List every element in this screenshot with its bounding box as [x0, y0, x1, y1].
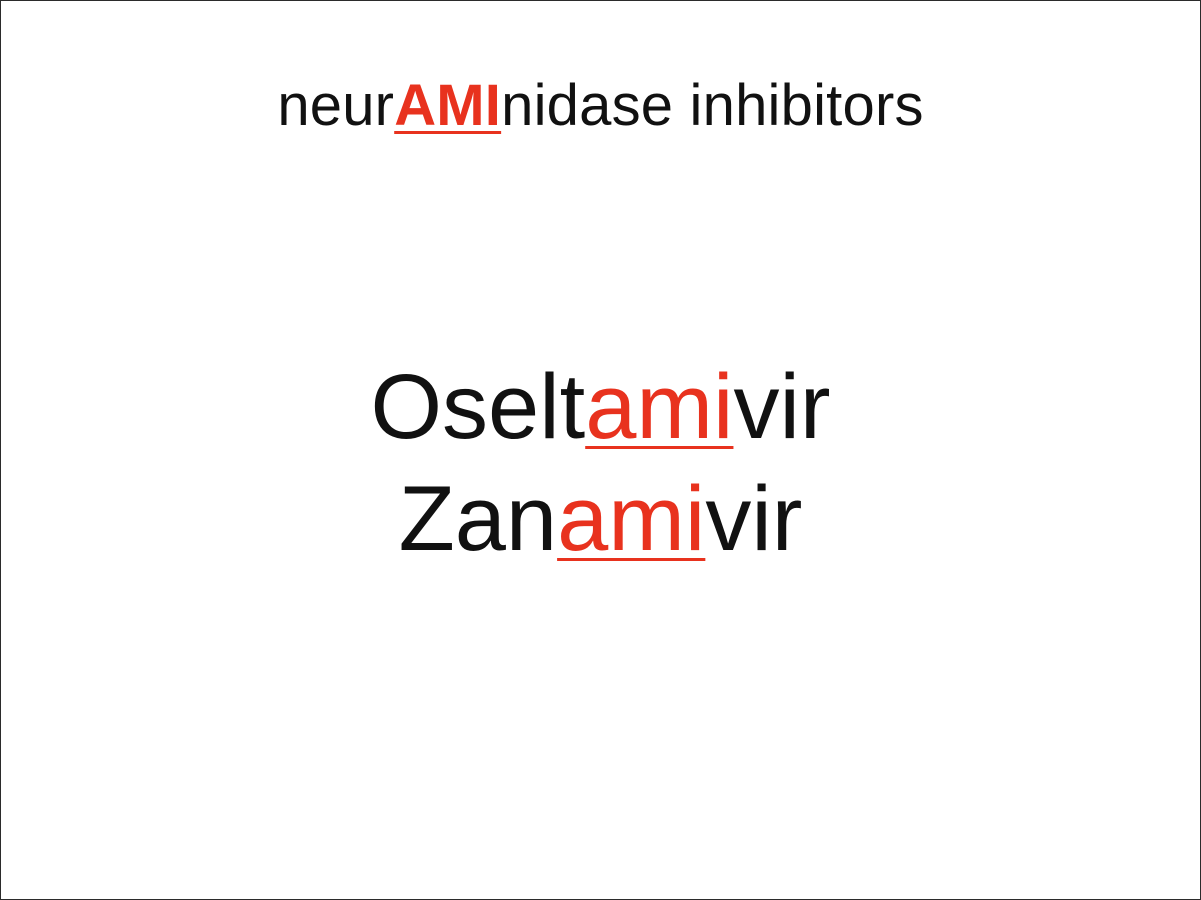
title-prefix: neur — [277, 73, 395, 138]
drug-prefix: Zan — [398, 468, 558, 570]
drug-stem-highlight: ami — [585, 356, 734, 458]
title-highlight: AMI — [394, 73, 502, 138]
drug-name-oseltamivir — [1, 351, 1200, 463]
drug-list — [1, 351, 1200, 575]
drug-suffix: vir — [705, 468, 803, 570]
drug-name-zanamivir — [1, 463, 1200, 575]
slide-title — [1, 71, 1200, 141]
drug-suffix: vir — [733, 356, 831, 458]
title-suffix: nidase inhibitors — [501, 73, 924, 138]
drug-stem-highlight: ami — [557, 468, 706, 570]
drug-prefix: Oselt — [370, 356, 586, 458]
